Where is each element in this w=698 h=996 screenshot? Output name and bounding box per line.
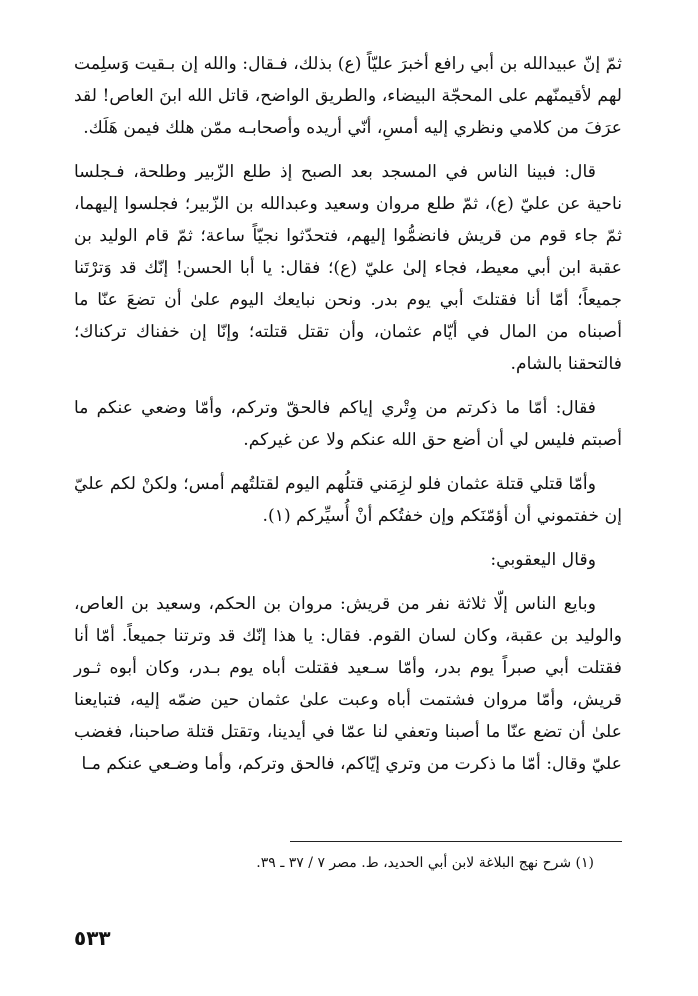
paragraph-4: وأمّا قتلي قتلة عثمان فلو لزِمَني قتلُهم اليوم لقتلتُهم أمس؛ ولكنْ لكم عليّ إن خفتموني أن أؤمّنَكم وإن خفتُكم أنْ أُسيِّركم (١). [74, 474, 622, 526]
footnote-divider [290, 841, 622, 842]
paragraph-5-heading: وقال اليعقوبي: [490, 550, 596, 570]
paragraph-6: وبايع الناس إلّا ثلاثة نفر من قريش: مروان بن الحكم، وسعيد بن العاص، والوليد بن عقبة، وكان لسان القوم. فقال: يا هذا إنّك قد وترتنا جميعاً. أمّا أنا فقتلت أبي صبراً يوم بدر، وأمّا سـعيد فقتلت أباه يوم بـدر، وكان أبوه ثـور قريش، وأمّا مروان فشتمت أباه وعبت علىٰ عثمان حين ضمّه إليه، فتبايعنا علىٰ أن تضع عنّا ما أصبنا وتعفي لنا عمّا في أيدينا، وتقتل قتلة صاحبنا، فغضب عليّ وقال: أمّا ما ذكرت من وتري إيّاكم، فالحق وتركم، وأما وضـعي عنكم مـا [74, 594, 622, 774]
paragraph-1: ثمّ إنّ عبيدالله بن أبي رافع أخبرَ عليّاً (ع) بذلك، فـقال: والله إن بـقيت وَسلِمت لهم لأقيمنّهم على المحجّة البيضاء، والطريق الواضح، قاتل الله ابنَ العاص! لقد عرَفَ من كلامي ونظري إليه أمسِ، أنّي أريده وأصحابـه ممّن هلك فيمن هَلَك. [74, 54, 622, 138]
footnote: (١) شرح نهج البلاغة لابن أبي الحديد، ط. مصر ٧ / ٣٧ ـ ٣٩. [256, 855, 594, 871]
paragraph-2: قال: فبينا الناس في المسجد بعد الصبح إذ طلع الزّبير وطلحة، فـجلسا ناحية عن عليّ (ع)، ثمّ طلع مروان وسعيد وعبدالله بن الزّبير؛ فجلسوا إليهما، ثمّ جاء قوم من قريش فانضمُّوا إليهم، فتحدّثوا نجيّاً ساعة؛ ثمّ قام الوليد بن عقبة ابن أبي معيط، فجاء إلىٰ عليّ (ع)؛ فقال: يا أبا الحسن! إنّك قد وَترْتَنا جميعاً؛ أمّا أنا فقتلتَ أبي يوم بدر. ونحن نبايعك اليوم علىٰ أن تضعَ عنّا ما أصبناه من المال في أيّام عثمان، وأن تقتل قتلته؛ وإنّا إن خفناك تركناك؛ فالتحقنا بالشام. [74, 162, 622, 374]
page-number: ٥٣٣ [74, 926, 111, 950]
paragraph-3: فقال: أمّا ما ذكرتم من وِتْري إياكم فالحقّ وتركم، وأمّا وضعي عنكم ما أصبتم فليس لي أن أضع حق الله عنكم ولا عن غيركم. [74, 398, 622, 450]
main-text [74, 48, 622, 780]
